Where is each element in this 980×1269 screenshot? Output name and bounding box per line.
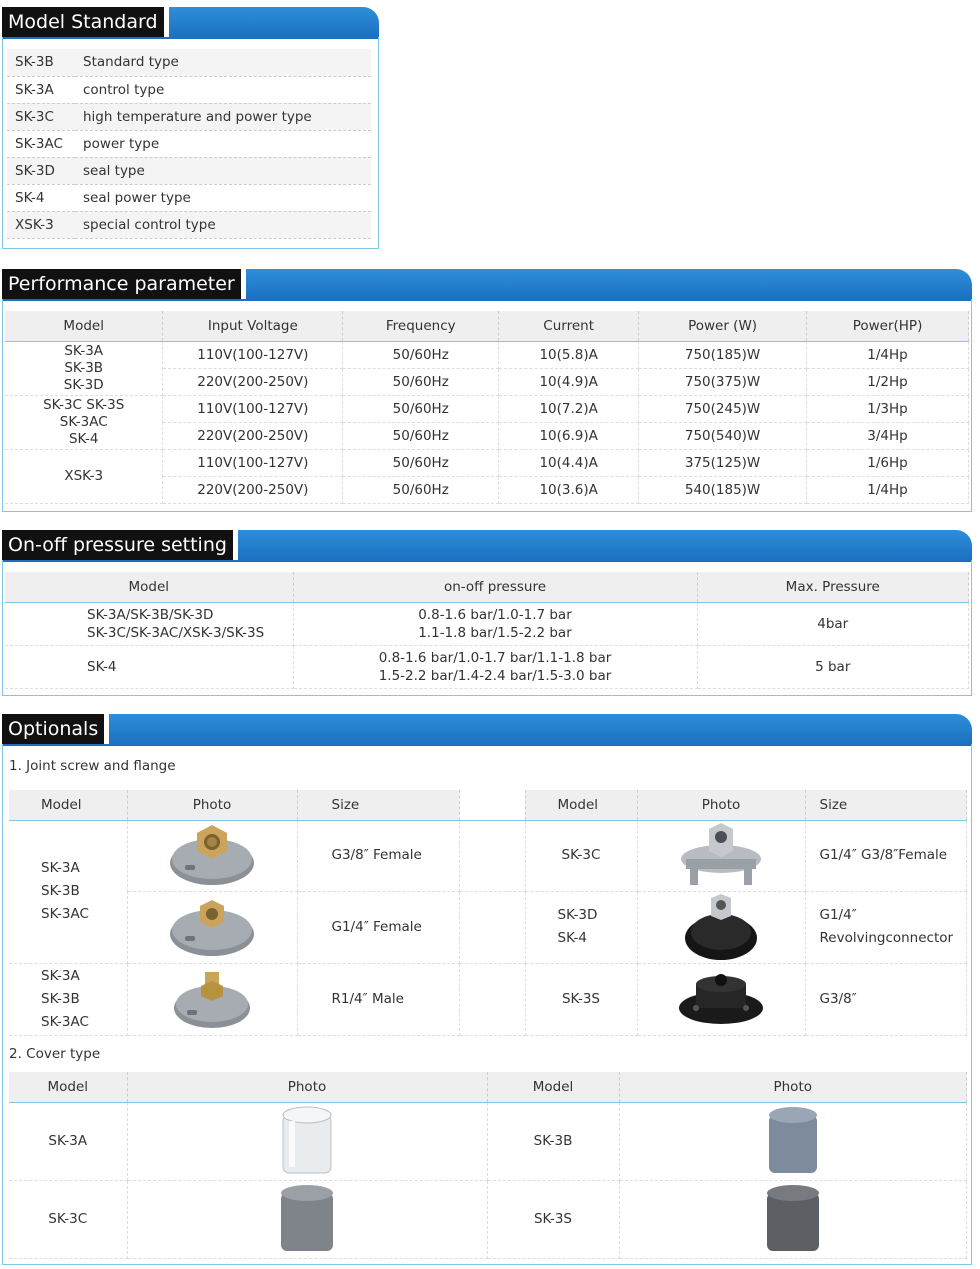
joint-photo-r3 bbox=[637, 963, 805, 1035]
text-line: SK-3D bbox=[63, 376, 104, 393]
text-line: G1/4″ G3/8″Female bbox=[819, 847, 948, 863]
performance-table bbox=[5, 311, 969, 504]
text-line: Revolvingconnector bbox=[819, 930, 954, 946]
model-description: control type bbox=[75, 76, 371, 103]
onoff-section bbox=[2, 560, 972, 696]
value-cell: 3/4Hp bbox=[807, 422, 969, 449]
joint-spacer bbox=[459, 891, 525, 963]
header-spacer bbox=[459, 790, 525, 820]
column-header: Model bbox=[9, 790, 127, 820]
column-header: Model bbox=[5, 572, 293, 602]
table-row bbox=[5, 449, 969, 476]
value-cell: 220V(200-250V) bbox=[163, 368, 343, 395]
cover-model: SK-3B bbox=[533, 1132, 573, 1149]
value-cell: 50/60Hz bbox=[343, 476, 499, 503]
model-code: SK-3B bbox=[7, 49, 75, 76]
table-row bbox=[5, 395, 969, 422]
hex-nut-flange-large-icon bbox=[167, 823, 257, 889]
cover-model-2 bbox=[487, 1102, 619, 1180]
joint-right-size-3 bbox=[805, 963, 967, 1035]
value-cell: 1/4Hp bbox=[807, 476, 969, 503]
text-line: SK-4 bbox=[557, 930, 587, 946]
text-line: 1.5-2.2 bar/1.4-2.4 bar/1.5-3.0 bar bbox=[378, 667, 612, 684]
performance-header-bar bbox=[2, 269, 972, 301]
value-cell: 10(6.9)A bbox=[499, 422, 639, 449]
table-row bbox=[5, 645, 969, 688]
text-line: SK-3S bbox=[561, 990, 601, 1007]
max-pressure-cell: 5 bar bbox=[697, 645, 969, 688]
value-cell: 50/60Hz bbox=[343, 422, 499, 449]
joint-right-model-2 bbox=[525, 891, 637, 963]
optionals-section bbox=[2, 744, 972, 1265]
text-line: SK-3AC bbox=[41, 1013, 89, 1030]
joint-photo-2 bbox=[127, 891, 297, 963]
size-label: R1/4″ Male bbox=[331, 990, 404, 1007]
model-cell bbox=[5, 395, 163, 449]
joint-photo-r1 bbox=[637, 820, 805, 891]
clear-cover-icon bbox=[281, 1105, 333, 1177]
model-cell bbox=[5, 602, 293, 645]
model-standard-section bbox=[2, 37, 379, 249]
cover-subtitle: 2. Cover type bbox=[9, 1046, 101, 1062]
optionals-title: Optionals bbox=[2, 714, 104, 744]
model-code: SK-3C bbox=[7, 103, 75, 130]
value-cell: 1/6Hp bbox=[807, 449, 969, 476]
cover-table bbox=[9, 1072, 967, 1259]
value-cell: 50/60Hz bbox=[343, 368, 499, 395]
text-line: SK-3A/SK-3B/SK-3D bbox=[87, 606, 214, 623]
model-description: power type bbox=[75, 130, 371, 157]
performance-title: Performance parameter bbox=[2, 269, 241, 299]
text-line: 0.8-1.6 bar/1.0-1.7 bar/1.1-1.8 bar bbox=[378, 649, 612, 666]
cover-photo-4 bbox=[619, 1180, 967, 1258]
value-cell: 750(245)W bbox=[639, 395, 807, 422]
joint-size-1 bbox=[297, 820, 459, 891]
joint-right-size-1 bbox=[805, 820, 967, 891]
text-line: SK-3A bbox=[41, 860, 80, 876]
max-pressure-cell: 4bar bbox=[697, 602, 969, 645]
value-cell: 110V(100-127V) bbox=[163, 341, 343, 368]
model-standard-row bbox=[7, 76, 371, 103]
joint-photo-3 bbox=[127, 963, 297, 1035]
model-standard-row bbox=[7, 211, 371, 238]
value-cell: 750(185)W bbox=[639, 341, 807, 368]
model-cell bbox=[5, 449, 163, 503]
text-line: XSK-3 bbox=[64, 467, 104, 484]
column-header: Frequency bbox=[343, 311, 499, 341]
value-cell: 50/60Hz bbox=[343, 341, 499, 368]
cover-photo-3 bbox=[127, 1180, 487, 1258]
model-description: special control type bbox=[75, 211, 371, 238]
joint-subtitle: 1. Joint screw and flange bbox=[9, 758, 176, 774]
value-cell: 220V(200-250V) bbox=[163, 422, 343, 449]
joint-photo-r2 bbox=[637, 891, 805, 963]
joint-spacer bbox=[459, 820, 525, 891]
model-code: SK-4 bbox=[7, 184, 75, 211]
model-standard-row bbox=[7, 49, 371, 76]
value-cell: 750(540)W bbox=[639, 422, 807, 449]
cover-model: SK-3C bbox=[48, 1210, 88, 1227]
value-cell: 110V(100-127V) bbox=[163, 395, 343, 422]
column-header: Size bbox=[805, 790, 967, 820]
male-thread-flange-icon bbox=[167, 966, 257, 1032]
joint-right-model-1 bbox=[525, 820, 637, 891]
joint-table bbox=[9, 790, 967, 1036]
optionals-header-bar bbox=[2, 714, 972, 746]
model-code: SK-3D bbox=[7, 157, 75, 184]
hex-nut-flange-small-icon bbox=[167, 894, 257, 960]
value-cell: 1/2Hp bbox=[807, 368, 969, 395]
model-description: seal type bbox=[75, 157, 371, 184]
text-line: SK-3C SK-3S bbox=[43, 396, 125, 413]
value-cell: 10(4.9)A bbox=[499, 368, 639, 395]
onoff-table bbox=[5, 572, 969, 689]
onoff-header-bar bbox=[2, 530, 972, 562]
grey-cover-icon bbox=[279, 1183, 335, 1255]
value-cell: 10(3.6)A bbox=[499, 476, 639, 503]
joint-left-model-1 bbox=[9, 820, 127, 963]
column-header: Power (W) bbox=[639, 311, 807, 341]
joint-size-3 bbox=[297, 963, 459, 1035]
text-line: G3/8″ bbox=[819, 990, 857, 1007]
column-header: Photo bbox=[619, 1072, 967, 1102]
model-standard-row bbox=[7, 184, 371, 211]
value-cell: 50/60Hz bbox=[343, 395, 499, 422]
pressure-cell bbox=[293, 602, 697, 645]
cover-photo-2 bbox=[619, 1102, 967, 1180]
text-line: SK-3AC bbox=[59, 413, 108, 430]
dark-grey-cover-icon bbox=[765, 1183, 821, 1255]
text-line: 0.8-1.6 bar/1.0-1.7 bar bbox=[418, 606, 572, 623]
size-label: G3/8″ Female bbox=[331, 847, 422, 863]
model-standard-row bbox=[7, 157, 371, 184]
cover-model: SK-3S bbox=[533, 1210, 573, 1227]
text-line: SK-3D bbox=[557, 907, 598, 923]
value-cell: 220V(200-250V) bbox=[163, 476, 343, 503]
joint-photo-1 bbox=[127, 820, 297, 891]
joint-right-model-3 bbox=[525, 963, 637, 1035]
cover-model-4 bbox=[487, 1180, 619, 1258]
value-cell: 110V(100-127V) bbox=[163, 449, 343, 476]
column-header: Size bbox=[297, 790, 459, 820]
column-header: Photo bbox=[127, 790, 297, 820]
performance-section bbox=[2, 299, 972, 512]
text-line: SK-3A bbox=[41, 967, 80, 984]
cover-model-1 bbox=[9, 1102, 127, 1180]
text-line: SK-4 bbox=[68, 430, 99, 447]
value-cell: 10(7.2)A bbox=[499, 395, 639, 422]
value-cell: 50/60Hz bbox=[343, 449, 499, 476]
column-header: on-off pressure bbox=[293, 572, 697, 602]
model-standard-header-bar bbox=[2, 7, 379, 39]
value-cell: 750(375)W bbox=[639, 368, 807, 395]
model-code: SK-3AC bbox=[7, 130, 75, 157]
cover-photo-1 bbox=[127, 1102, 487, 1180]
text-line: SK-3B bbox=[41, 990, 80, 1007]
model-cell bbox=[5, 645, 293, 688]
column-header: Photo bbox=[637, 790, 805, 820]
size-label: G1/4″ Female bbox=[331, 918, 422, 935]
value-cell: 10(4.4)A bbox=[499, 449, 639, 476]
model-code: SK-3A bbox=[7, 76, 75, 103]
table-row bbox=[5, 341, 969, 368]
model-description: Standard type bbox=[75, 49, 371, 76]
column-header: Input Voltage bbox=[163, 311, 343, 341]
column-header: Model bbox=[525, 790, 637, 820]
black-rubber-connector-icon bbox=[676, 892, 766, 962]
column-header: Model bbox=[487, 1072, 619, 1102]
column-header: Current bbox=[499, 311, 639, 341]
text-line: SK-3B bbox=[64, 359, 104, 376]
column-header: Model bbox=[9, 1072, 127, 1102]
cover-model: SK-3A bbox=[48, 1132, 88, 1149]
pressure-cell bbox=[293, 645, 697, 688]
text-line: SK-3B bbox=[41, 883, 80, 899]
value-cell: 1/4Hp bbox=[807, 341, 969, 368]
joint-size-2 bbox=[297, 891, 459, 963]
model-description: seal power type bbox=[75, 184, 371, 211]
joint-right-size-2 bbox=[805, 891, 967, 963]
cover-model-3 bbox=[9, 1180, 127, 1258]
column-header: Photo bbox=[127, 1072, 487, 1102]
column-header: Power(HP) bbox=[807, 311, 969, 341]
model-standard-row bbox=[7, 130, 371, 157]
text-line: SK-3A bbox=[64, 342, 104, 359]
text-line: SK-4 bbox=[87, 658, 117, 675]
onoff-title: On-off pressure setting bbox=[2, 530, 233, 560]
model-standard-title: Model Standard bbox=[2, 7, 164, 37]
text-line: SK-3C bbox=[561, 847, 601, 863]
model-standard-row bbox=[7, 103, 371, 130]
text-line: SK-3C/SK-3AC/XSK-3/SK-3S bbox=[87, 624, 265, 641]
value-cell: 1/3Hp bbox=[807, 395, 969, 422]
value-cell: 375(125)W bbox=[639, 449, 807, 476]
blue-grey-cover-icon bbox=[767, 1105, 819, 1177]
table-row bbox=[5, 602, 969, 645]
metal-bracket-connector-icon bbox=[676, 821, 766, 891]
model-cell bbox=[5, 341, 163, 395]
model-code: XSK-3 bbox=[7, 211, 75, 238]
model-description: high temperature and power type bbox=[75, 103, 371, 130]
joint-spacer bbox=[459, 963, 525, 1035]
joint-left-model-2 bbox=[9, 963, 127, 1035]
value-cell: 10(5.8)A bbox=[499, 341, 639, 368]
column-header: Model bbox=[5, 311, 163, 341]
black-flange-connector-icon bbox=[676, 964, 766, 1034]
value-cell: 540(185)W bbox=[639, 476, 807, 503]
text-line: SK-3AC bbox=[41, 906, 89, 922]
column-header: Max. Pressure bbox=[697, 572, 969, 602]
text-line: G1/4″ bbox=[819, 907, 857, 923]
text-line: 1.1-1.8 bar/1.5-2.2 bar bbox=[418, 624, 572, 641]
